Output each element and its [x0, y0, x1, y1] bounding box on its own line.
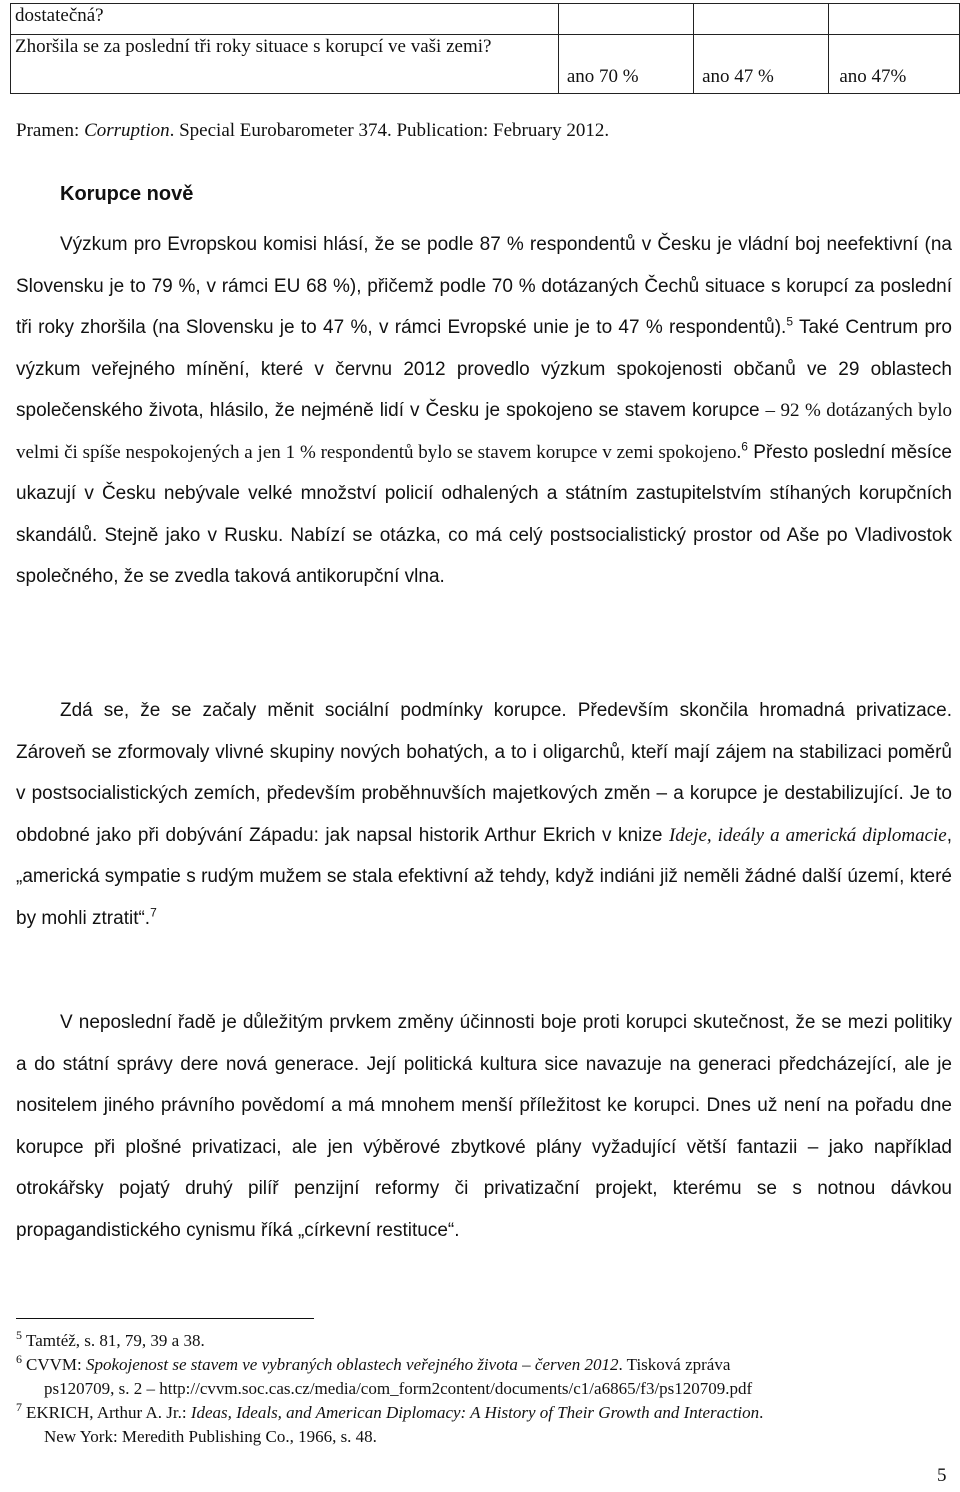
- source-title: Corruption: [84, 120, 170, 141]
- table-row: [11, 35, 960, 94]
- footnote-text: New York: Meredith Publishing Co., 1966, s. 48.: [44, 1427, 377, 1446]
- paragraph: [16, 1002, 952, 1251]
- paragraph-text: Výzkum pro Evropskou komisi hlásí, že se podle 87 % respondentů v Česku je vládní boj neefektivní (na Slovensku je to 79 %, v rámci EU 68 %), přičemž podle 70 % dotázaných Čechů situace s korupcí za poslední tři roky zhoršila (na Slovensku je to 47 %, v rámci Evropské unie je to 47 % respondentů).: [16, 234, 952, 338]
- table-cell-value-sk: ano 47 %: [694, 35, 829, 94]
- page-number: 5: [937, 1465, 947, 1486]
- source-rest: . Special Eurobarometer 374. Publication: February 2012.: [169, 120, 610, 141]
- table-cell-value-cz: ano 70 %: [558, 35, 693, 94]
- book-title: Ideje, ideály a americká diplomacie: [668, 824, 947, 846]
- footnote-7: [16, 1401, 946, 1449]
- footnote-text: . Tisková zpráva: [618, 1355, 731, 1374]
- footnotes: [16, 1329, 946, 1449]
- footnote-ref[interactable]: 7: [150, 905, 157, 920]
- footnote-text: CVVM:: [26, 1355, 86, 1374]
- paragraph-text: Také Centrum pro výzkum veřejného mínění, které v červnu 2012 provedlo výzkum spokojenosti občanů ve 29 oblastech společenského života, hlásilo, že nejméně lidí v Česku je spokojeno se stavem korupce: [16, 317, 953, 421]
- paragraph-text: Přesto poslední měsíce ukazují v Česku nebývale velké množství policií odhalených a státním zastupitelstvím stíhaných korupčních skandálů. Stejně jako v Rusku. Nabízí se otázka, co má celý postsocialistický prostor od Aše po Vladivostok společného, že se zvedla taková antikorupční vlna.: [16, 441, 952, 587]
- table-cell: [558, 4, 693, 35]
- footnote-text: Tamtéž, s. 81, 79, 39 a 38.: [26, 1331, 205, 1350]
- section-heading: Korupce nově: [60, 183, 194, 205]
- footnote-6: [16, 1353, 946, 1401]
- footnote-number: 6: [16, 1352, 22, 1367]
- footnote-ref[interactable]: 6: [741, 439, 748, 454]
- footnote-number: 7: [16, 1400, 22, 1415]
- source-prefix: Pramen:: [16, 120, 85, 141]
- footnote-number: 5: [16, 1328, 22, 1343]
- footnote-5: [16, 1329, 946, 1353]
- footnote-ref[interactable]: 5: [786, 314, 793, 329]
- footnote-title: Ideas, Ideals, and American Diplomacy: A History of Their Growth and Interaction: [190, 1403, 760, 1422]
- footnote-link[interactable]: ps120709, s. 2 – http://cvvm.soc.cas.cz/media/com_form2content/documents/c1/a6865/f3/ps120709.pdf: [44, 1379, 753, 1398]
- table-cell-question: Zhoršila se za poslední tři roky situace s korupcí ve vaši zemi?: [11, 35, 559, 94]
- paragraph: [16, 224, 952, 598]
- footnote-separator: [16, 1318, 314, 1319]
- paragraph: [16, 690, 952, 939]
- table-cell-question: dostatečná?: [11, 4, 559, 35]
- table-source: [16, 120, 609, 142]
- survey-table: [10, 3, 960, 94]
- footnote-text: EKRICH, Arthur A. Jr.:: [26, 1403, 191, 1422]
- table-row: [11, 4, 960, 35]
- paragraph-text: V neposlední řadě je důležitým prvkem změny účinnosti boje proti korupci skutečnost, že se mezi politiky a do státní správy dere nová generace. Její politická kultura sice navazuje na generaci předcházející, ale je nositelem jiného právního povědomí a má mnohem menší příležitost ke korupci. Dnes už není na pořadu dne korupce při plošné privatizaci, ale jen výběrové zbytkové plány vyžadující větší fantazii – jako například otrokářsky pojatý druhý pilíř penzijní reformy či privatizační projekt, kterému se s notnou dávkou propagandistického cynismu říká „církevní restituce“.: [16, 1012, 952, 1241]
- footnote-title: Spokojenost se stavem ve vybraných oblastech veřejného života – červen 2012: [85, 1355, 619, 1374]
- table-cell-value-eu: ano 47%: [829, 35, 960, 94]
- paragraph-text: – 92 % dotázaných bylo velmi či spíše nespokojených a jen 1 % respondentů bylo se stavem korupce v zemi spokojeno.: [16, 400, 952, 463]
- table-cell: [694, 4, 829, 35]
- footnote-text: .: [759, 1403, 764, 1422]
- paragraph-text: Zdá se, že se začaly měnit sociální podmínky korupce. Především skončila hromadná privatizace. Zároveň se zformovaly vlivné skupiny nových bohatých, a to i oligarchů, kteří mají zájem na stabilizaci poměrů v postsocialistických zemích, především proběhnuvších majetkových změn – a korupce je destabilizující. Je to obdobné jako při dobývání Západu: jak napsal historik Arthur Ekrich v knize: [16, 700, 952, 846]
- table-cell: [829, 4, 960, 35]
- paragraph-text: , „americká sympatie s rudým mužem se stala efektivní až tehdy, když indiáni již neměli žádné další území, které by mohli ztratit“.: [16, 824, 952, 929]
